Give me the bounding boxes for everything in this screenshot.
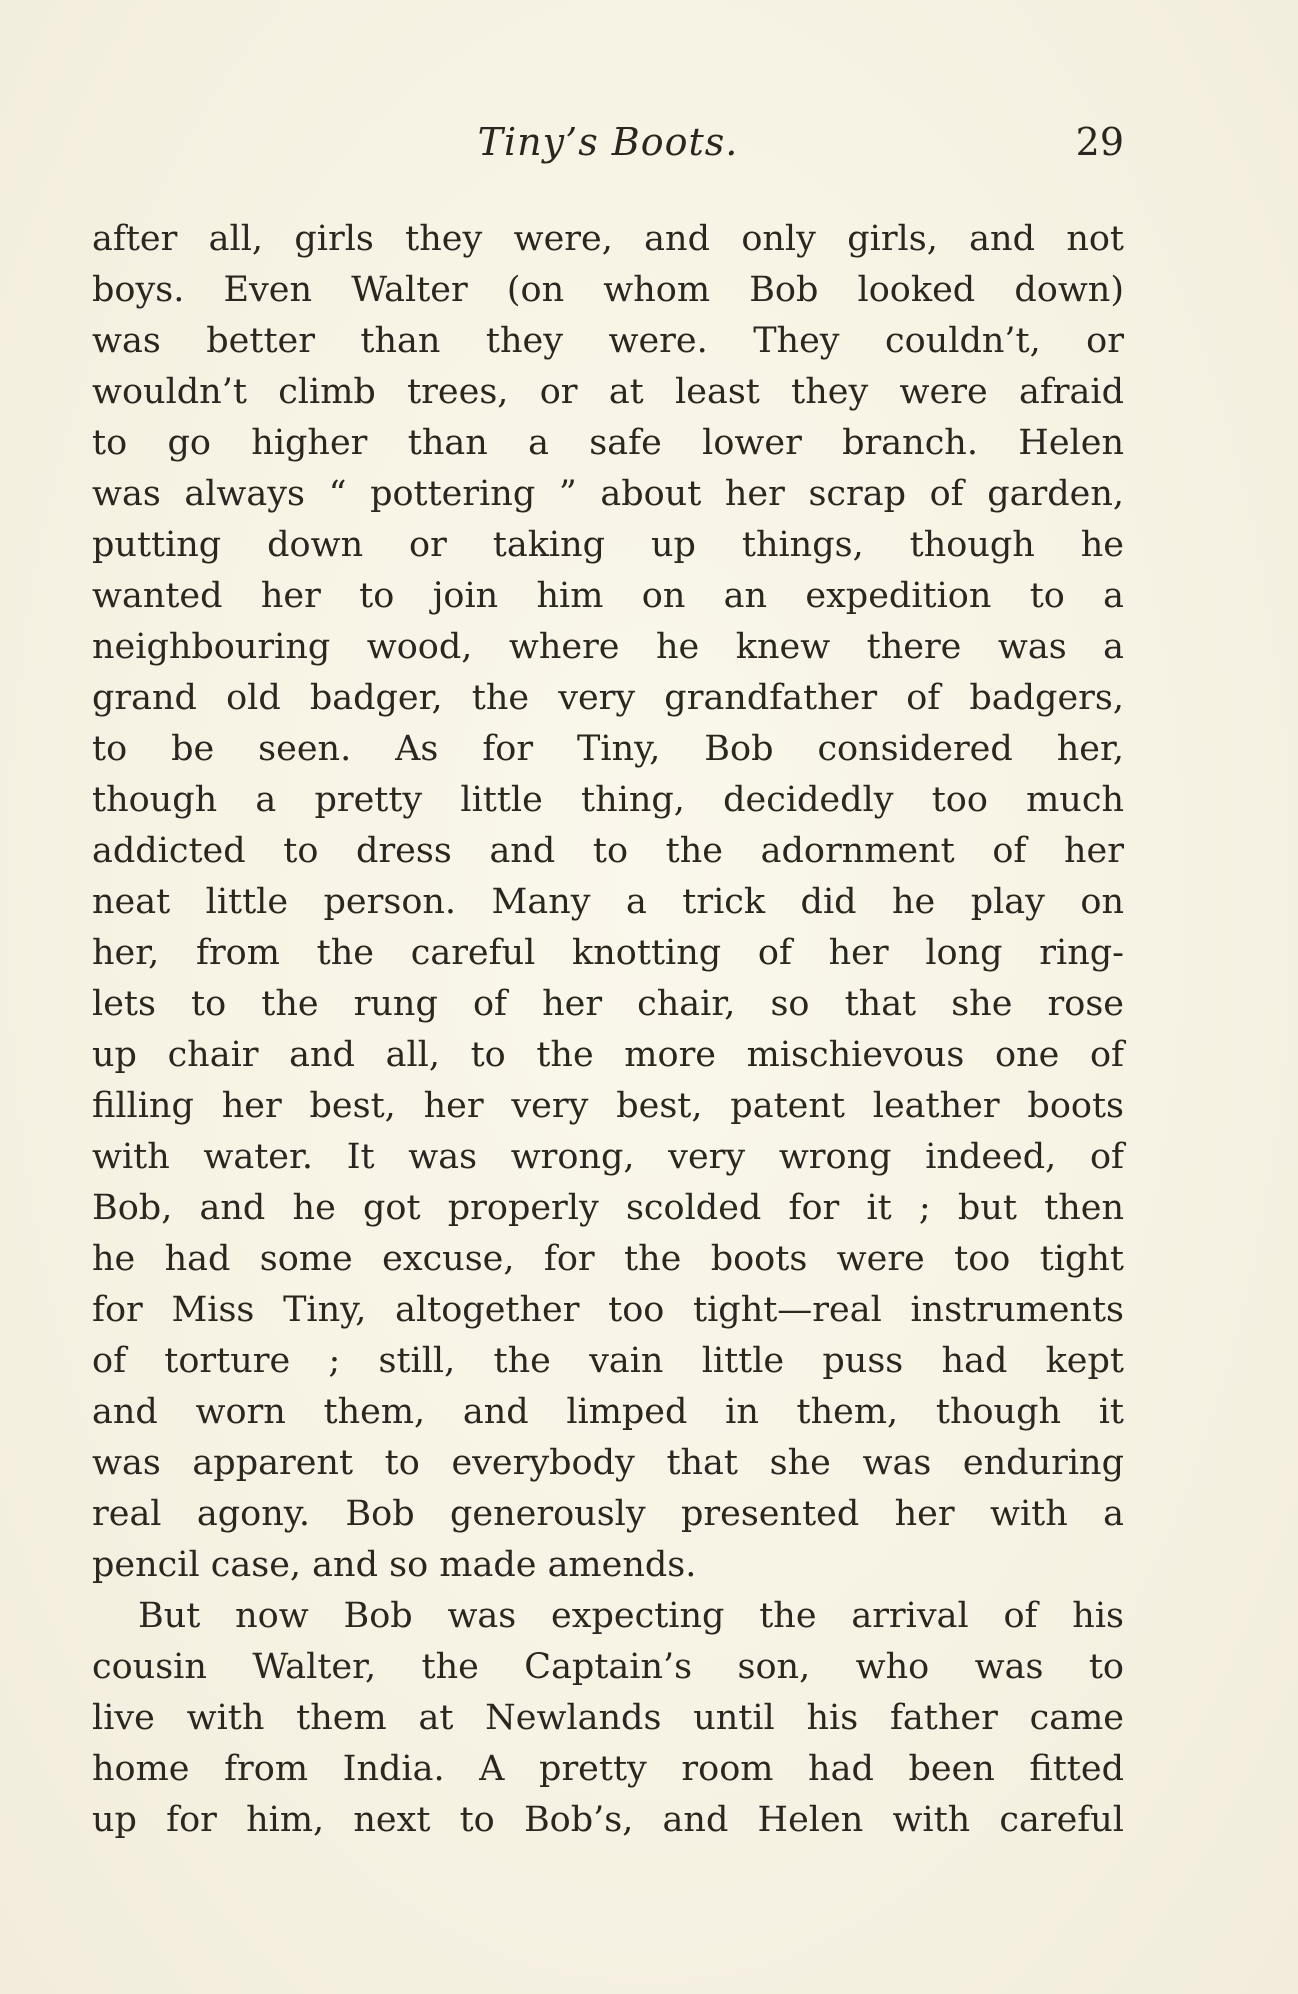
text-line: cousin Walter, the Captain’s son, who was to (92, 1647, 1124, 1687)
running-title: Tiny’s Boots. (477, 120, 739, 164)
text-line: grand old badger, the very grandfather of badgers, (92, 678, 1124, 718)
text-line: live with them at Newlands until his father came (92, 1698, 1124, 1738)
body-text (92, 214, 1124, 1846)
text-line: was apparent to everybody that she was enduring (92, 1443, 1124, 1483)
text-line: But now Bob was expecting the arrival of his (138, 1596, 1124, 1636)
text-line: real agony. Bob generously presented her with a (92, 1494, 1124, 1534)
page-header (92, 120, 1124, 180)
text-line: to go higher than a safe lower branch. Helen (92, 423, 1124, 463)
text-line: he had some excuse, for the boots were too tight (92, 1239, 1124, 1279)
text-line: neat little person. Many a trick did he play on (92, 882, 1124, 922)
text-line: addicted to dress and to the adornment of her (92, 831, 1124, 871)
text-line: filling her best, her very best, patent leather boots (92, 1086, 1124, 1126)
text-line: to be seen. As for Tiny, Bob considered her, (92, 729, 1124, 769)
text-line: up for him, next to Bob’s, and Helen with careful (92, 1800, 1124, 1840)
text-line: boys. Even Walter (on whom Bob looked down) (92, 270, 1124, 310)
text-line: up chair and all, to the more mischievous one of (92, 1035, 1124, 1075)
text-line: Bob, and he got properly scolded for it ; but then (92, 1188, 1124, 1228)
text-line: home from India. A pretty room had been fitted (92, 1749, 1124, 1789)
text-line: her, from the careful knotting of her long ring- (92, 933, 1124, 973)
text-line: pencil case, and so made amends. (92, 1545, 697, 1585)
text-line: lets to the rung of her chair, so that she rose (92, 984, 1124, 1024)
text-line: was always “ pottering ” about her scrap of garden, (92, 474, 1124, 514)
text-line: for Miss Tiny, altogether too tight—real instruments (92, 1290, 1124, 1330)
text-line: with water. It was wrong, very wrong indeed, of (92, 1137, 1124, 1177)
text-line: wouldn’t climb trees, or at least they were afraid (92, 372, 1124, 412)
text-line: of torture ; still, the vain little puss had kept (92, 1341, 1124, 1381)
text-line: though a pretty little thing, decidedly too much (92, 780, 1124, 820)
text-line: and worn them, and limped in them, though it (92, 1392, 1124, 1432)
text-line: neighbouring wood, where he knew there was a (92, 627, 1124, 667)
page-number: 29 (1075, 120, 1124, 164)
text-line: putting down or taking up things, though he (92, 525, 1124, 565)
text-line: after all, girls they were, and only girls, and not (92, 219, 1124, 259)
text-line: wanted her to join him on an expedition to a (92, 576, 1124, 616)
text-line: was better than they were. They couldn’t, or (92, 321, 1124, 361)
